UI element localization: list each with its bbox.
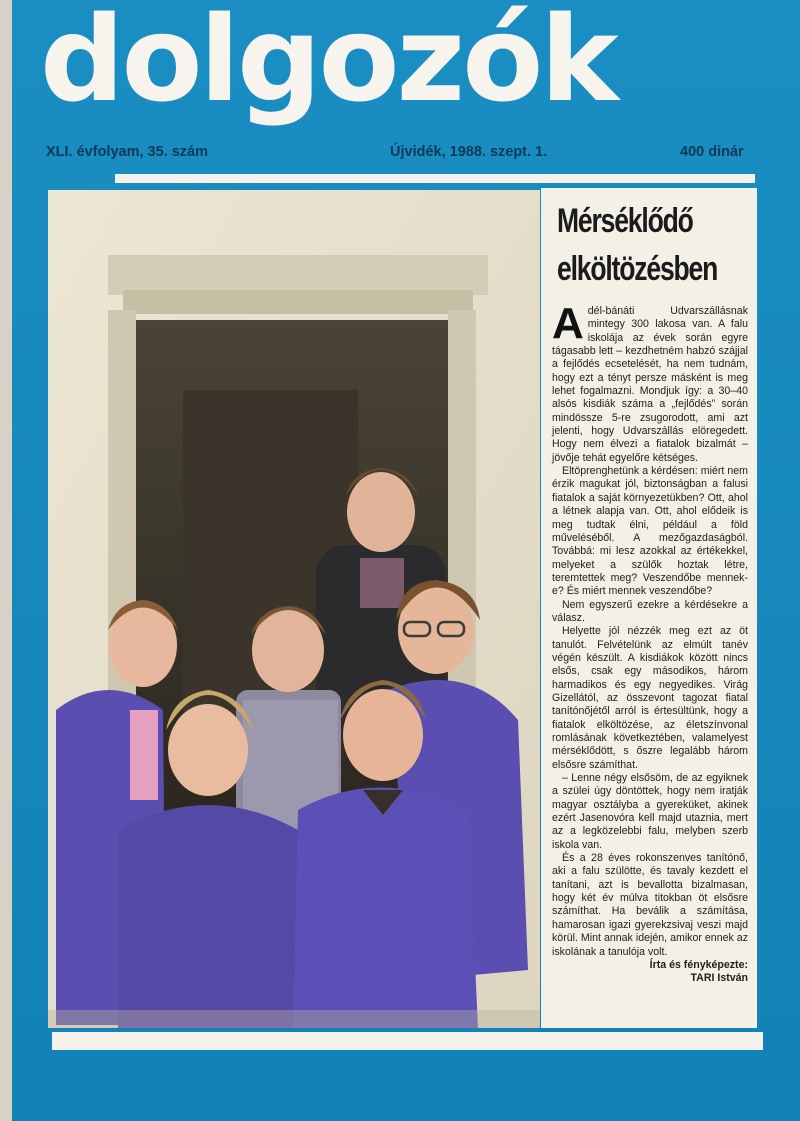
article-paragraph: – Lenne négy elsősöm, de az egyiknek a szülei úgy döntöttek, hogy nem iratják magyar osztályba a gyereküket, akinek ezért Jasenovóra kell majd utaznia, mert az a legközelebbi falu, melyben szerb iskola van.: [552, 772, 748, 851]
article-paragraph: [552, 299, 748, 465]
article-paragraph: Helyette jól nézzék meg ezt az öt tanulót. Felvételünk az elmúlt tanév végén készült. A kisdiákok között nincs elsős, csak egy másodikos, három harmadikos és egy negyedikes. Virág Gizellától, az összevont tagozat fiatal tanítónőjétől arról is értesültünk, hogy a fiatalok elköltözése, az életszínvonal romlásának következtében, valamelyest mérséklődött, s őszre legalább három elsősre számíthat.: [552, 625, 748, 771]
bottom-rule: [52, 1032, 763, 1050]
price: 400 dinár: [680, 144, 744, 160]
drop-cap: A: [552, 299, 584, 348]
cover-photo-illustration: [48, 190, 540, 1028]
article-paragraph: Nem egyszerű ezekre a kérdésekre a válasz.: [552, 598, 748, 624]
byline-label: Írta és fényképezte:: [649, 958, 748, 971]
cover-photo: [48, 190, 540, 1028]
article-body: [552, 299, 748, 986]
page-edge: [0, 0, 12, 1121]
article-paragraph: Eltöprenghetünk a kérdésen: miért nem érzik magukat jól, biztonságban a falusi fiatalok a saját környezetükben? Ott, ahol a létnek alapja van. Ott, ahol elődeik is meg tudtak élni, például a föld műveléséből. A mezőgazdaságból. Továbbá: mi lesz azokkal az értékekkel, melyeket a szülők hoztak létre, teremtettek meg? Veszendőbe mennek-e? És miért mennek veszendőbe?: [552, 465, 748, 598]
byline-author: TARI István: [690, 972, 748, 985]
place-date: Újvidék, 1988. szept. 1.: [390, 144, 548, 160]
headline-line-2: elköltözésben: [557, 249, 718, 288]
article-column: [541, 188, 757, 1028]
article-paragraph: És a 28 éves rokonszenves tanítónő, aki a falu szülötte, és tavaly kezdett el tanítani, azt is bevallotta bizalmasan, hogy két év múlva titokban öt elsősre számíthat. Ha beválik a számítása, hamarosan igazi gyerekzsivaj veszi majd körül. Mint annak idején, amikor ennek az iskolának a tanulója volt.: [552, 852, 748, 958]
top-rule: [115, 174, 755, 183]
masthead: [40, 0, 780, 143]
article-headline: [557, 198, 718, 293]
paragraph-text: dél-bánáti Udvarszállásnak mintegy 300 lakosa van. A falu iskolája az évek során egyre tágasabb lett – kezdhetném habzó szájjal a fejlődés ecsetelését, ha nem tudnám, hogy ezt a tényt persze másként is meg lehet fogalmazni. Mondjuk így: a 30–40 alsós kisdiák száma a „fejlődés” során mindössze 5-re zsugorodott, ami azt jelenti, hogy Udvarszállás elöregedett. Hogy nem élvezi a fiatalok bizalmát – jövője tehát egyelőre kétséges.: [552, 305, 748, 464]
volume-info: XLI. évfolyam, 35. szám: [46, 144, 208, 160]
masthead-title: dolgozók: [40, 0, 616, 128]
headline-line-1: Mérséklődő: [557, 202, 693, 240]
